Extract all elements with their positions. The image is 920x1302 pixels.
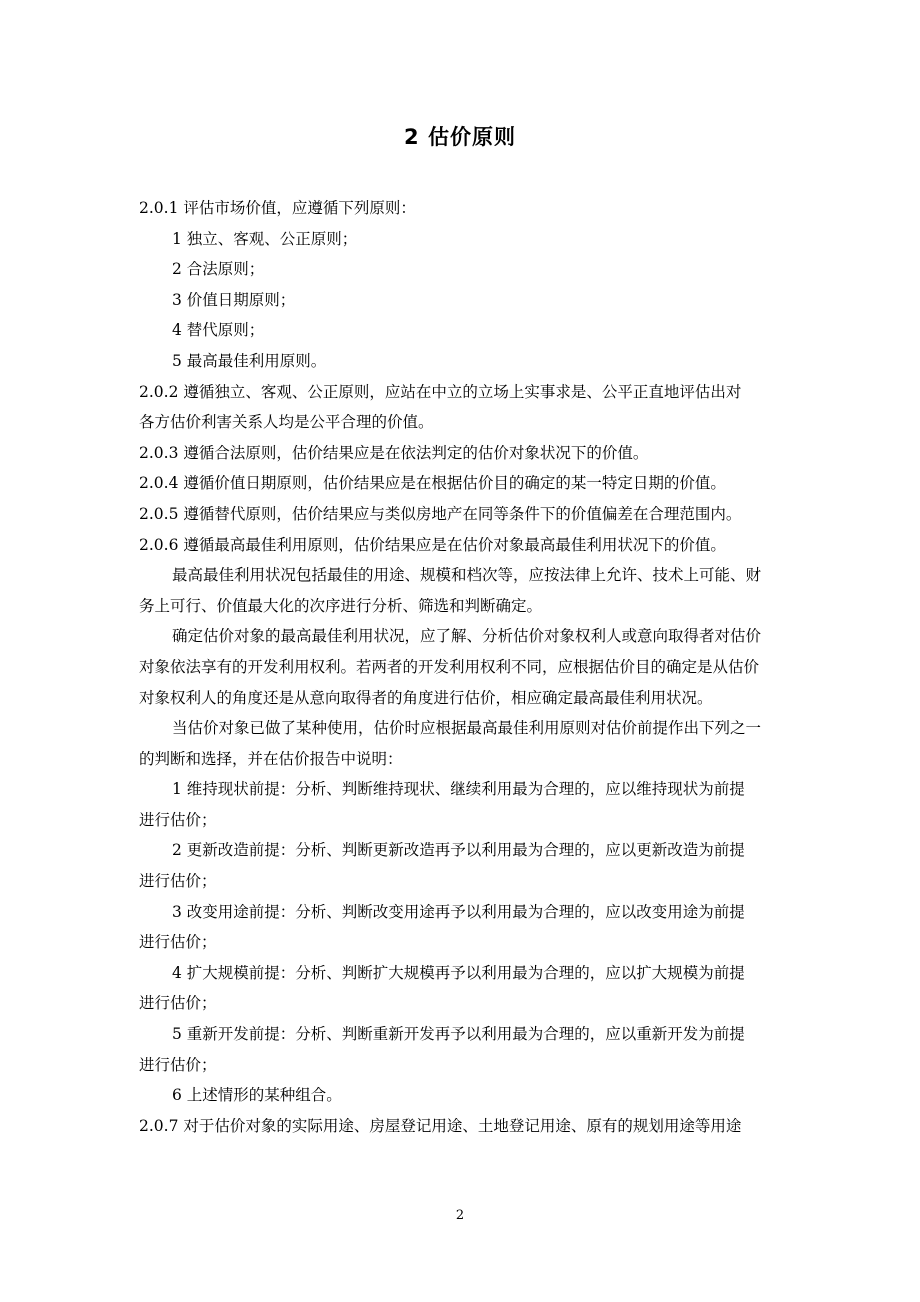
text-line: 进行估价； [139,994,217,1013]
text-line: 2.0.3 遵循合法原则，估价结果应是在依法判定的估价对象状况下的价值。 [139,443,649,462]
text-line: 1 维持现状前提：分析、判断维持现状、继续利用最为合理的，应以维持现状为前提 [172,780,745,799]
text-line: 对象依法享有的开发利用权利。若两者的开发利用权利不同，应根据估价目的确定是从估价 [139,657,760,676]
text-line: 2.0.5 遵循替代原则，估价结果应与类似房地产在同等条件下的价值偏差在合理范围内。 [139,504,742,523]
text-line: 1 独立、客观、公正原则； [172,229,358,248]
text-line: 进行估价； [139,933,217,952]
text-line: 6 上述情形的某种组合。 [172,1086,342,1105]
text-line: 的判断和选择，并在估价报告中说明： [139,749,403,768]
text-line: 4 扩大规模前提：分析、判断扩大规模再予以利用最为合理的，应以扩大规模为前提 [172,963,745,982]
document-body [139,193,785,1141]
page-title: 2 估价原则 [404,125,516,149]
page-number: 2 [455,1208,465,1223]
text-line: 进行估价； [139,1055,217,1074]
text-line: 当估价对象已做了某种使用，估价时应根据最高最佳利用原则对估价前提作出下列之一 [172,719,762,738]
text-line: 进行估价； [139,810,217,829]
text-line: 3 改变用途前提：分析、判断改变用途再予以利用最为合理的，应以改变用途为前提 [172,902,745,921]
text-line: 5 最高最佳利用原则。 [172,351,327,370]
text-line: 进行估价； [139,872,217,891]
text-line: 确定估价对象的最高最佳利用状况，应了解、分析估价对象权利人或意向取得者对估价 [172,627,762,646]
text-line: 2 更新改造前提：分析、判断更新改造再予以利用最为合理的，应以更新改造为前提 [172,841,745,860]
text-line: 2.0.2 遵循独立、客观、公正原则，应站在中立的立场上实事求是、公平正直地评估出对 [139,382,742,401]
text-line: 3 价值日期原则； [172,290,296,309]
text-line: 2.0.6 遵循最高最佳利用原则，估价结果应是在估价对象最高最佳利用状况下的价值。 [139,535,726,554]
text-line: 4 替代原则； [172,321,265,340]
text-line: 2.0.7 对于估价对象的实际用途、房屋登记用途、土地登记用途、原有的规划用途等用途 [139,1116,742,1135]
text-line: 对象权利人的角度还是从意向取得者的角度进行估价，相应确定最高最佳利用状况。 [139,688,713,707]
text-line: 2.0.4 遵循价值日期原则，估价结果应是在根据估价目的确定的某一特定日期的价值。 [139,474,726,493]
text-line: 2 合法原则； [172,260,265,279]
text-line: 2.0.1 评估市场价值，应遵循下列原则： [139,199,416,217]
text-line: 最高最佳利用状况包括最佳的用途、规模和档次等，应按法律上允许、技术上可能、财 [172,566,762,585]
text-line: 务上可行、价值最大化的次序进行分析、筛选和判断确定。 [139,596,543,615]
text-line: 5 重新开发前提：分析、判断重新开发再予以利用最为合理的，应以重新开发为前提 [172,1025,745,1044]
text-line: 各方估价利害关系人均是公平合理的价值。 [139,413,434,432]
